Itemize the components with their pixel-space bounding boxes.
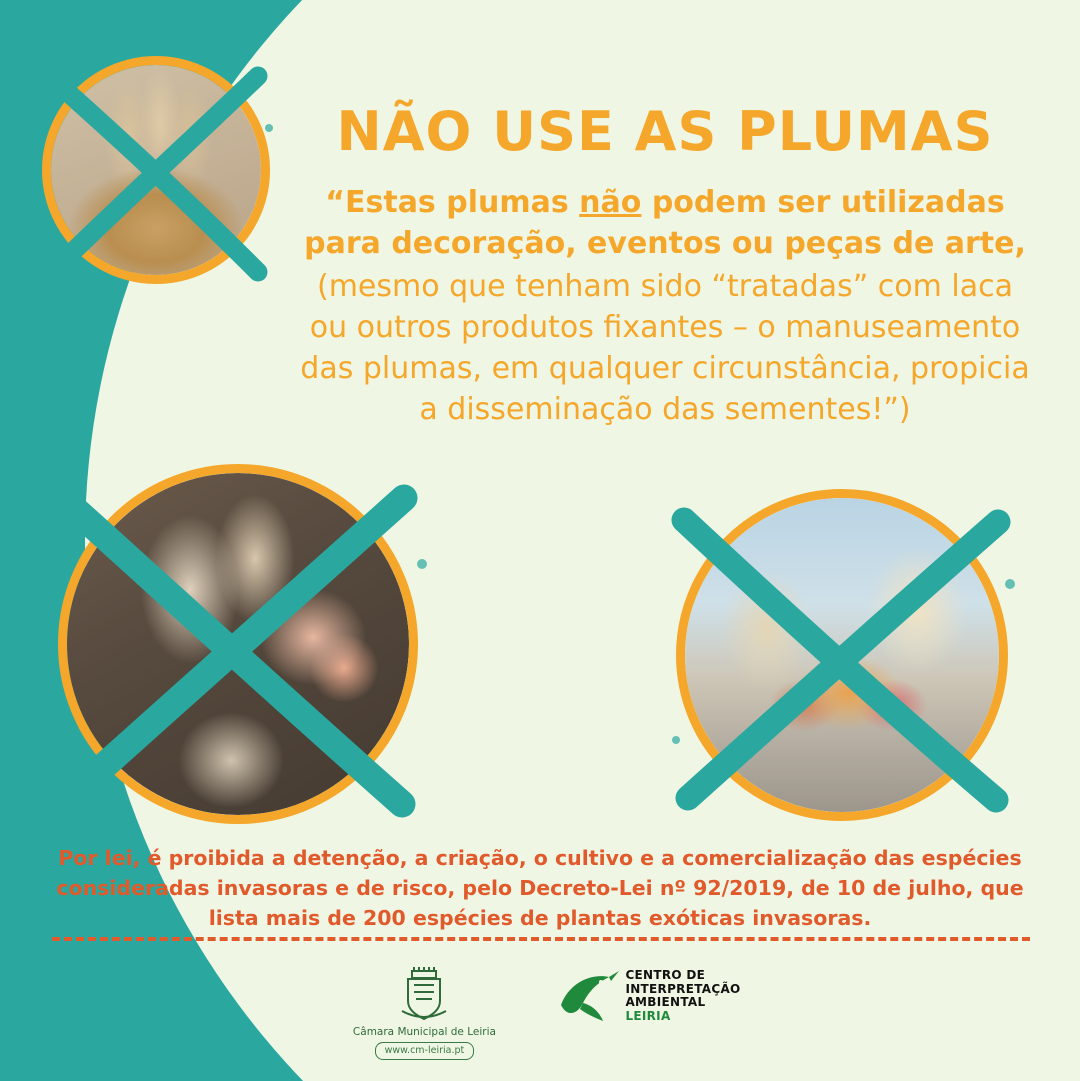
photo-pampas-grass-in-wicker-vase — [42, 56, 270, 284]
cia-wordmark — [625, 969, 740, 1023]
quote-block — [300, 182, 1030, 430]
quote-bold-line-1 — [300, 182, 1030, 223]
coat-of-arms-icon — [398, 965, 450, 1021]
quote-text-a: “Estas plumas — [325, 185, 580, 220]
cia-line-2: INTERPRETAÇÃO — [625, 981, 741, 996]
cml-website-link[interactable]: www.cm-leiria.pt — [375, 1042, 475, 1060]
cia-line-1: CENTRO DE — [625, 968, 706, 982]
quote-light-lines: (mesmo que tenham sido “tratadas” com laca ou outros produtos fixantes – o manuseamento das plumas, em qualquer circunstância, propicia a disseminação das sementes!”) — [300, 269, 1030, 427]
photo-inner — [685, 498, 999, 812]
cia-line-3: AMBIENTAL — [625, 995, 706, 1009]
photo-floral-arrangement-outdoors — [676, 489, 1008, 821]
cml-name: Câmara Municipal de Leiria — [352, 1026, 496, 1038]
page-title: NÃO USE AS PLUMAS — [336, 100, 994, 163]
cia-line-4: LEIRIA — [625, 1008, 671, 1023]
logo-camara-municipal-de-leiria — [339, 965, 509, 1060]
quote-bold-line-2: para decoração, eventos ou peças de arte, — [304, 226, 1026, 261]
law-note: Por lei, é proibida a detenção, a criação, o cultivo e a comercialização das espécies consideradas invasoras e de risco, pelo Decreto-Lei nº 92/2019, de 10 de julho, que lista mais de 200 espécies de plantas exóticas invasoras. — [56, 846, 1024, 930]
hummingbird-icon — [553, 965, 619, 1027]
logo-centro-interpretacao-ambiental — [553, 965, 740, 1027]
photo-inner — [51, 65, 261, 275]
quote-underlined-word: não — [579, 185, 642, 220]
photo-inner — [67, 473, 409, 815]
photo-dried-flower-bouquet — [58, 464, 418, 824]
image-fill — [67, 473, 409, 815]
image-fill — [51, 65, 261, 275]
footer-logos — [0, 965, 1080, 1060]
image-fill — [685, 498, 999, 812]
dashed-divider — [52, 937, 1030, 941]
quote-text-b: podem ser utilizadas — [641, 185, 1005, 220]
